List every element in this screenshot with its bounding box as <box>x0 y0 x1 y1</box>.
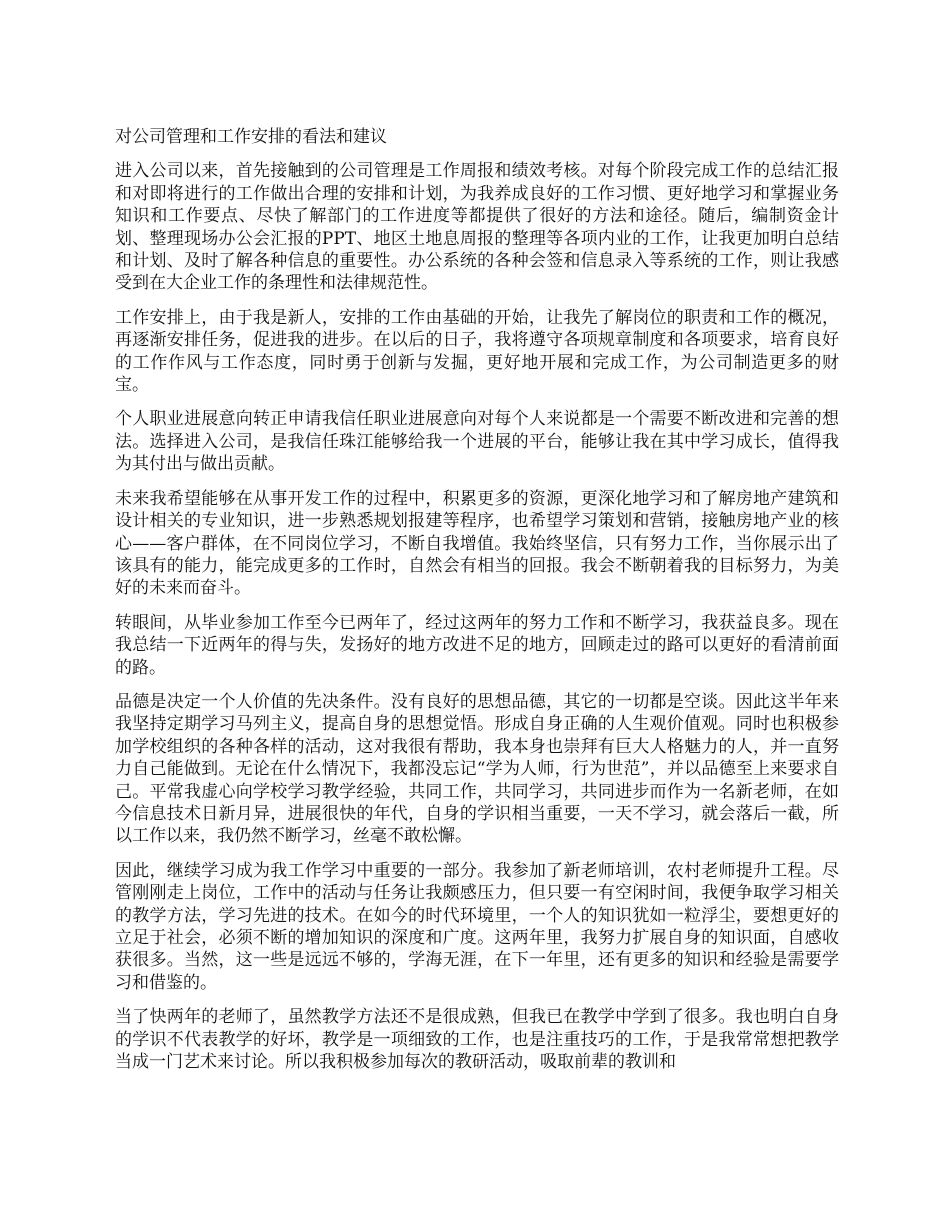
paragraph-6: 品德是决定一个人价值的先决条件。没有良好的思想品德，其它的一切都是空谈。因此这半年来我坚持定期学习马列主义，提高自身的思想觉悟。形成自身正确的人生观价值观。同时也积极参加学校组织的各种各样的活动，这对我很有帮助，我本身也崇拜有巨大人格魅力的人，并一直努力自己能做到。无论在什么情况下，我都没忘记“学为人师，行为世范”，并以品德至上来要求自己。平常我虚心向学校学习教学经验，共同工作，共同学习，共同进步而作为一名新老师，在如今信息技术日新月异，进展很快的年代，自身的学识相当重要，一天不学习，就会落后一截，所以工作以来，我仍然不断学习，丝毫不敢松懈。 <box>115 691 839 847</box>
paragraph-1: 进入公司以来，首先接触到的公司管理是工作周报和绩效考核。对每个阶段完成工作的总结汇报和对即将进行的工作做出合理的安排和计划，为我养成良好的工作习惯、更好地学习和掌握业务知识和工作要点、尽快了解部门的工作进度等都提供了很好的方法和途径。随后，编制资金计划、整理现场办公会汇报的PPT、地区土地息周报的整理等各项内业的工作，让我更加明白总结和计划、及时了解各种信息的重要性。办公系统的各种会签和信息录入等系统的工作，则让我感受到在大企业工作的条理性和法律规范性。 <box>115 161 839 294</box>
paragraph-4: 未来我希望能够在从事开发工作的过程中，积累更多的资源，更深化地学习和了解房地产建筑和设计相关的专业知识，进一步熟悉规划报建等程序，也希望学习策划和营销，接触房地产业的核心——客户群体，在不同岗位学习，不断自我增值。我始终坚信，只有努力工作，当你展示出了该具有的能力，能完成更多的工作时，自然会有相当的回报。我会不断朝着我的目标努力，为美好的未来而奋斗。 <box>115 488 839 599</box>
paragraph-3: 个人职业进展意向转正申请我信任职业进展意向对每个人来说都是一个需要不断改进和完善的想法。选择进入公司，是我信任珠江能够给我一个进展的平台，能够让我在其中学习成长，值得我为其付出与做出贡献。 <box>115 409 839 475</box>
paragraph-2: 工作安排上，由于我是新人，安排的工作由基础的开始，让我先了解岗位的职责和工作的概况，再逐渐安排任务，促进我的进步。在以后的日子，我将遵守各项规章制度和各项要求，培育良好的工作作风与工作态度，同时勇于创新与发掘，更好地开展和完成工作，为公司制造更多的财宝。 <box>115 307 839 396</box>
document-title: 对公司管理和工作安排的看法和建议 <box>115 127 387 147</box>
paragraph-7: 因此，继续学习成为我工作学习中重要的一部分。我参加了新老师培训，农村老师提升工程。尽管刚刚走上岗位，工作中的活动与任务让我颇感压力，但只要一有空闲时间，我便争取学习相关的教学方法，学习先进的技术。在如今的时代环境里，一个人的知识犹如一粒浮尘，要想更好的立足于社会，必须不断的增加知识的深度和广度。这两年里，我努力扩展自身的知识面，自感收获很多。当然，这一些是远远不够的，学海无涯，在下一年里，还有更多的知识和经验是需要学习和借鉴的。 <box>115 860 839 993</box>
paragraph-8: 当了快两年的老师了，虽然教学方法还不是很成熟，但我已在教学中学到了很多。我也明白自身的学识不代表教学的好坏，教学是一项细致的工作，也是注重技巧的工作，于是我常常想把教学当成一门艺术来讨论。所以我积极参加每次的教研活动，吸取前辈的教训和 <box>115 1007 839 1073</box>
paragraph-5: 转眼间，从毕业参加工作至今已两年了，经过这两年的努力工作和不断学习，我获益良多。现在我总结一下近两年的得与失，发扬好的地方改进不足的地方，回顾走过的路可以更好的看清前面的路。 <box>115 612 839 678</box>
document-page <box>115 126 839 1085</box>
